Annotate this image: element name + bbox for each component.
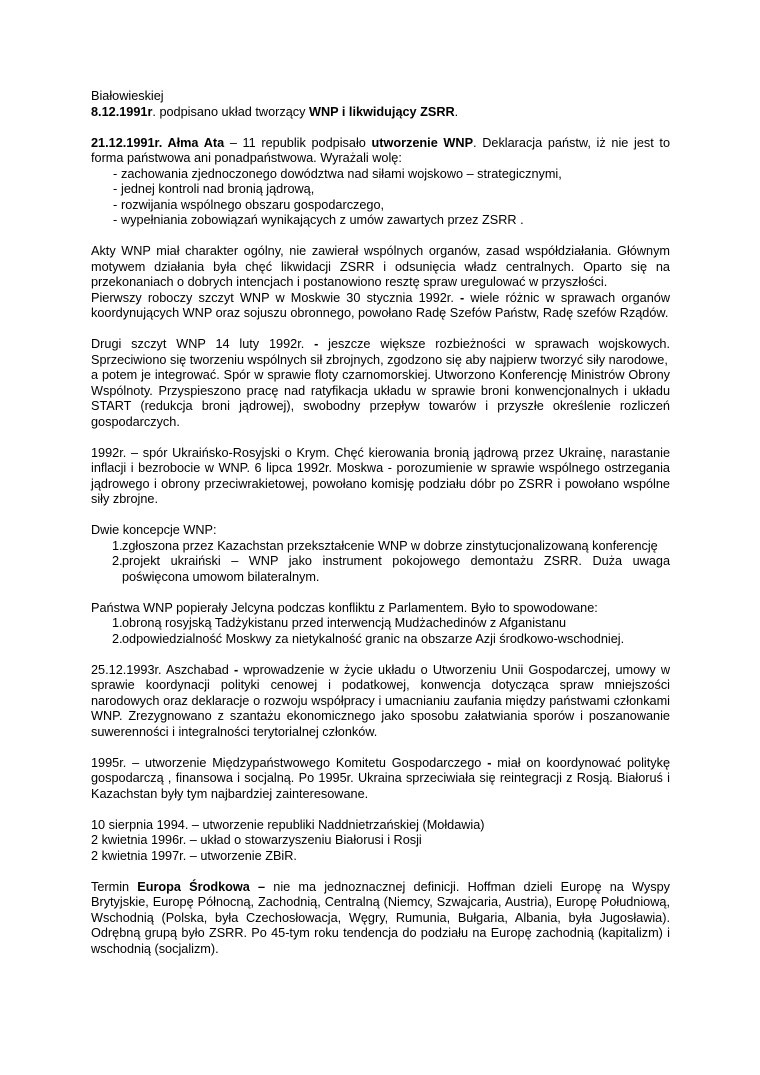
text-paragraph: Pierwszy roboczy szczyt WNP w Moskwie 30 stycznia 1992r. - wiele różnic w sprawach organów koordynujących WNP oraz sojuszu obronnego, powołano Radę Szefów Państw, Radę szefów Rządów.	[91, 290, 670, 320]
paragraph-koncepcje	[91, 523, 670, 585]
paragraph-alma-ata	[91, 136, 670, 229]
text-line: 2 kwietnia 1996r. – układ o stowarzyszeniu Białorusi i Rosji	[91, 833, 422, 847]
bold-phrase: utworzenie WNP	[371, 135, 474, 150]
paragraph-jelcyn	[91, 601, 670, 648]
paragraph-bialowieza	[91, 89, 670, 120]
list-item: - zachowania zjednoczonego dowództwa nad siłami wojskowo – strategicznymi,	[91, 167, 670, 183]
numbered-list	[91, 616, 670, 647]
paragraph-aszchabad: 25.12.1993r. Aszchabad - wprowadzenie w życie układu o Utworzeniu Unii Gospodarczej, umowy w sprawie koordynacji polityki cenowej i podatkowej, konwencja dotycząca spraw mniejszości narodowych oraz deklaracje o rozwoju współpracy i umacnianiu zaufania między państwami członkami WNP. Zrezygnowano z szantażu ekonomicznego jako sposobu załatwiania sporów i poszanowanie suwerenności i integralności terytorialnej członków.	[91, 662, 670, 739]
text-paragraph: a potem je integrować. Spór w sprawie floty czarnomorskiej. Utworzono Konferencję Ministrów Obrony Wspólnoty. Przyspieszono pracę nad ratyfikacja układu w sprawie broni konwencjonalnych i układu START (redukcja broni jądrowej), swobodny przepływ towarów i przyszłe określenie rozliczeń gospodarczych.	[91, 368, 670, 429]
text-paragraph: Akty WNP miał charakter ogólny, nie zawierał wspólnych organów, zasad współdziałania. Głównym motywem działania była chęć likwidacji ZSRR i odsunięcia władz centralnych. Oparto się na przekonaniach o dobrych intencjach i postanowiono resztę spraw uregulować w przyszłości.	[91, 244, 670, 289]
paragraph-akty-wnp	[91, 244, 670, 322]
text-line: 2 kwietnia 1997r. – utworzenie ZBiR.	[91, 848, 297, 863]
list-item: 2. odpowiedzialność Moskwy za nietykalność granic na obszarze Azji środkowo-wschodniej.	[112, 631, 625, 646]
list-item: - jednej kontroli nad bronią jądrową,	[91, 182, 670, 198]
list-item: 1. obroną rosyjską Tadżykistanu przed interwencją Mudżachedinów z Afganistanu	[112, 616, 567, 630]
text-paragraph: 21.12.1991r. Ałma Ata – 11 republik podpisało utworzenie WNP. Deklaracja państw, iż nie jest to forma państwowa ani ponadpaństwowa. Wyrażali wolę:	[91, 135, 670, 165]
text-line: Białowieskiej	[91, 89, 164, 103]
date-bold: 8.12.1991r	[91, 104, 153, 119]
paragraph-komitet: 1995r. – utworzenie Międzypaństwowego Komitetu Gospodarczego - miał on koordynować politykę gospodarczą , finansowa i socjalną. Po 1995r. Ukraina sprzeciwiała się reintegracji z Rosją. Białoruś i Kazachstan były tym najbardziej zainteresowane.	[91, 755, 671, 801]
text-paragraph: Drugi szczyt WNP 14 luty 1992r. - jeszcze większe rozbieżności w sprawach wojskowych. Sprzeciwiono się tworzeniu wspólnych sił zbrojnych, zgodzono się aby najpierw tworzyć siły narodowe,	[91, 337, 671, 367]
section-title: Państwa WNP popierały Jelcyna podczas konfliktu z Parlamentem. Było to spowodowane:	[91, 600, 598, 615]
section-title: Dwie koncepcje WNP:	[91, 523, 217, 537]
list-item: 1. zgłoszona przez Kazachstan przekształcenie WNP w dobrze zinstytucjonalizowaną konferencję	[112, 538, 658, 553]
bold-phrase: WNP i likwidujący ZSRR	[308, 104, 455, 119]
paragraph-krym: 1992r. – spór Ukraińsko-Rosyjski o Krym. Chęć kierowania bronią jądrową przez Ukrainę, narastanie inflacji i bezrobocie w WNP. 6 lipca 1992r. Moskwa - porozumienie w sprawie wspólnego ostrzegania jądrowego i obrony przeciwrakietowej, powołano komisję podziału dóbr po ZSRR i powołano wspólne siły zbrojne.	[91, 445, 670, 506]
paragraph-dates	[91, 818, 670, 865]
document-body	[91, 89, 670, 957]
list-item: - rozwijania wspólnego obszaru gospodarczego,	[91, 198, 670, 214]
numbered-list	[91, 539, 670, 586]
paragraph-drugi-szczyt	[91, 337, 670, 430]
text-line: 10 sierpnia 1994. – utworzenie republiki Naddnietrzańskiej (Mołdawia)	[91, 817, 485, 832]
dash-list	[91, 167, 670, 229]
bold-phrase: Europa Środkowa –	[137, 879, 266, 894]
list-item: - wypełniania zobowiązań wynikających z umów zawartych przez ZSRR .	[91, 213, 670, 229]
list-item: 2. projekt ukraiński – WNP jako instrument pokojowego demontażu ZSRR. Duża uwaga poświęcona umowom bilateralnym.	[112, 554, 670, 584]
text-line: 8.12.1991r. podpisano układ tworzący WNP i likwidujący ZSRR.	[91, 104, 459, 119]
paragraph-europa-srodkowa: Termin Europa Środkowa – nie ma jednoznacznej definicji. Hoffman dzieli Europę na Wyspy Brytyjskie, Europę Północną, Zachodnią, Centralną (Niemcy, Szwajcaria, Austria), Europę Południową, Wschodnią (Polska, była Czechosłowacja, Węgry, Rumunia, Bułgaria, Albania, była Jugosławia). Odrębną grupą było ZSRR. Po 45-tym roku tendencja do podziału na Europę zachodnią (kapitalizm) i wschodnią (socjalizm).	[91, 879, 670, 956]
date-bold: 21.12.1991r. Ałma Ata	[91, 135, 225, 150]
